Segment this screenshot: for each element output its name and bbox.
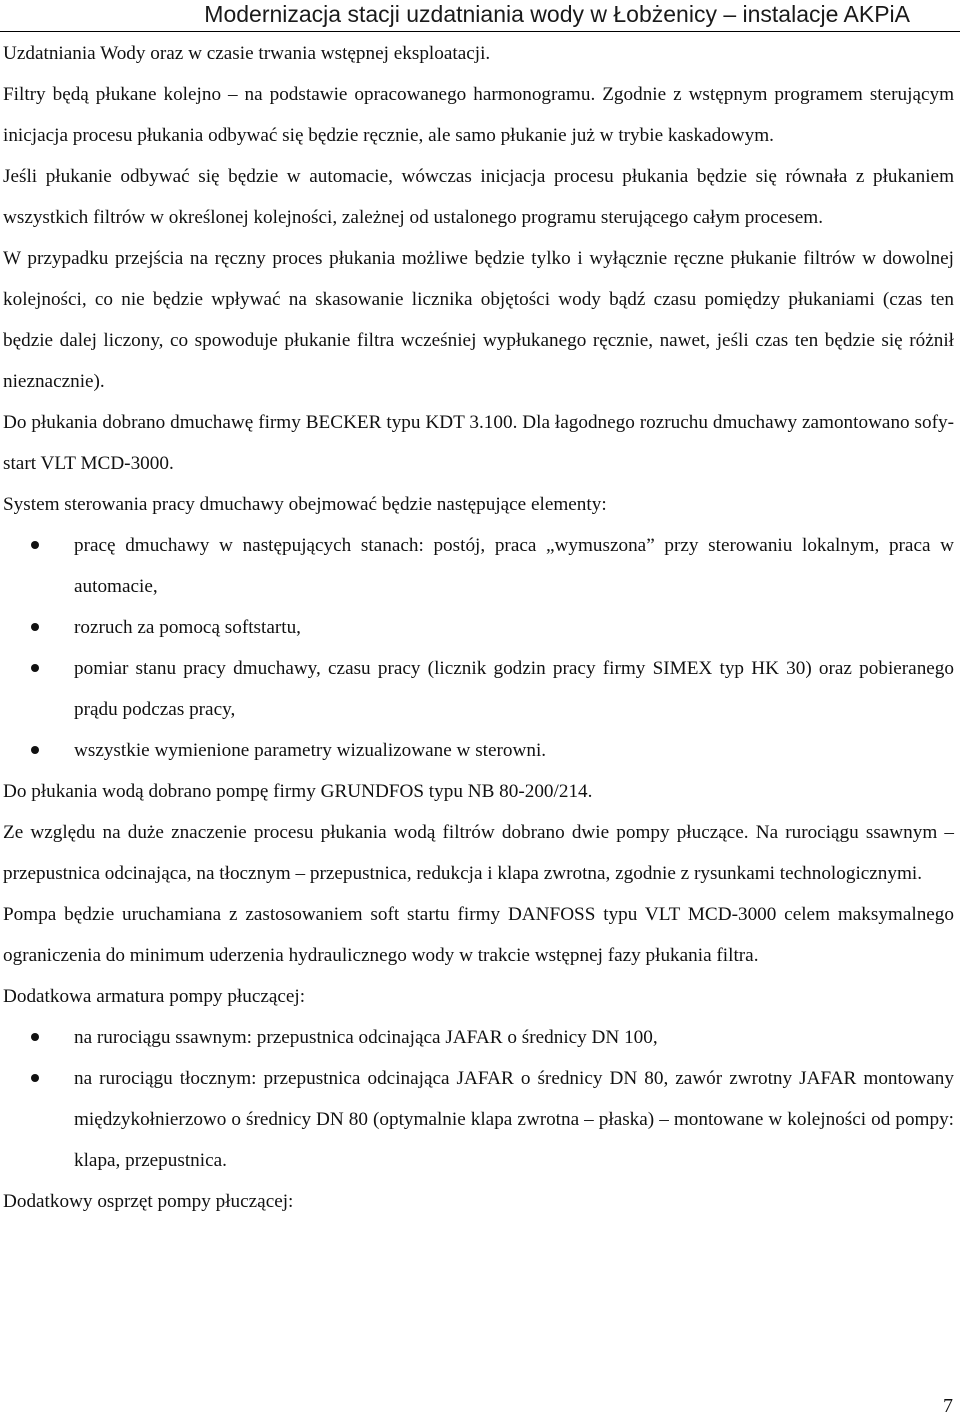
list-item — [3, 648, 954, 730]
document-body — [3, 33, 954, 1222]
paragraph: Dodatkowy osprzęt pompy płuczącej: — [3, 1191, 294, 1212]
paragraph: Jeśli płukanie odbywać się będzie w automacie, wówczas inicjacja procesu płukania będzie się równała z płukaniem wszystkich filtrów w określonej kolejności, zależnej od ustalonego programu sterującego całym procesem. — [3, 166, 954, 228]
list-item-text: na rurociągu tłocznym: przepustnica odcinająca JAFAR o średnicy DN 80, zawór zwrotny JAFAR montowany międzykołnierzowo o średnicy DN 80 (optymalnie klapa zwrotna – płaska) – montowane w kolejności od pompy: klapa, przepustnica. — [74, 1068, 954, 1171]
paragraph: W przypadku przejścia na ręczny proces płukania możliwe będzie tylko i wyłącznie ręczne płukanie filtrów w dowolnej kolejności, co nie będzie wpływać na skasowanie licznika objętości wody bądź czasu pomiędzy płukaniami (czas ten będzie dalej liczony, co spowoduje płukanie filtra wcześniej wypłukanego ręcznie, nawet, jeśli czas ten będzie się różnił nieznacznie). — [3, 248, 954, 392]
list-item — [3, 730, 954, 771]
header-rule — [0, 31, 960, 32]
list-item-text: rozruch za pomocą softstartu, — [74, 617, 301, 638]
bullet-icon — [31, 541, 39, 549]
list-item — [3, 525, 954, 607]
bullet-icon — [31, 1033, 39, 1041]
list-item-text: na rurociągu ssawnym: przepustnica odcinająca JAFAR o średnicy DN 100, — [74, 1027, 658, 1048]
list-item — [3, 607, 954, 648]
bullet-list — [3, 1017, 954, 1181]
bullet-list — [3, 525, 954, 771]
bullet-icon — [31, 664, 39, 672]
bullet-icon — [31, 746, 39, 754]
list-item — [3, 1058, 954, 1181]
paragraph: Uzdatniania Wody oraz w czasie trwania wstępnej eksploatacji. — [3, 43, 491, 64]
running-header: Modernizacja stacji uzdatniania wody w Łobżenicy – instalacje AKPiA — [204, 1, 910, 27]
paragraph: Do płukania wodą dobrano pompę firmy GRUNDFOS typu NB 80-200/214. — [3, 781, 593, 802]
list-item-text: pomiar stanu pracy dmuchawy, czasu pracy (licznik godzin pracy firmy SIMEX typ HK 30) oraz pobieranego prądu podczas pracy, — [74, 658, 954, 720]
bullet-icon — [31, 1074, 39, 1082]
page-number: 7 — [943, 1395, 953, 1417]
paragraph: System sterowania pracy dmuchawy obejmować będzie następujące elementy: — [3, 494, 607, 515]
paragraph: Dodatkowa armatura pompy płuczącej: — [3, 986, 306, 1007]
list-item-text: wszystkie wymienione parametry wizualizowane w sterowni. — [74, 740, 547, 761]
paragraph: Pompa będzie uruchamiana z zastosowaniem soft startu firmy DANFOSS typu VLT MCD-3000 celem maksymalnego ograniczenia do minimum uderzenia hydraulicznego wody w trakcie wstępnej fazy płukania filtra. — [3, 904, 954, 966]
paragraph: Filtry będą płukane kolejno – na podstawie opracowanego harmonogramu. Zgodnie z wstępnym programem sterującym inicjacja procesu płukania odbywać się będzie ręcznie, ale samo płukanie już w trybie kaskadowym. — [3, 84, 954, 146]
paragraph: Do płukania dobrano dmuchawę firmy BECKER typu KDT 3.100. Dla łagodnego rozruchu dmuchawy zamontowano sofy-start VLT MCD-3000. — [3, 412, 954, 474]
bullet-icon — [31, 623, 39, 631]
list-item — [3, 1017, 954, 1058]
paragraph: Ze względu na duże znaczenie procesu płukania wodą filtrów dobrano dwie pompy płuczące. Na rurociągu ssawnym – przepustnica odcinająca, na tłocznym – przepustnica, redukcja i klapa zwrotna, zgodnie z rysunkami technologicznymi. — [3, 822, 954, 884]
list-item-text: pracę dmuchawy w następujących stanach: postój, praca „wymuszona” przy sterowaniu lokalnym, praca w automacie, — [74, 535, 954, 597]
